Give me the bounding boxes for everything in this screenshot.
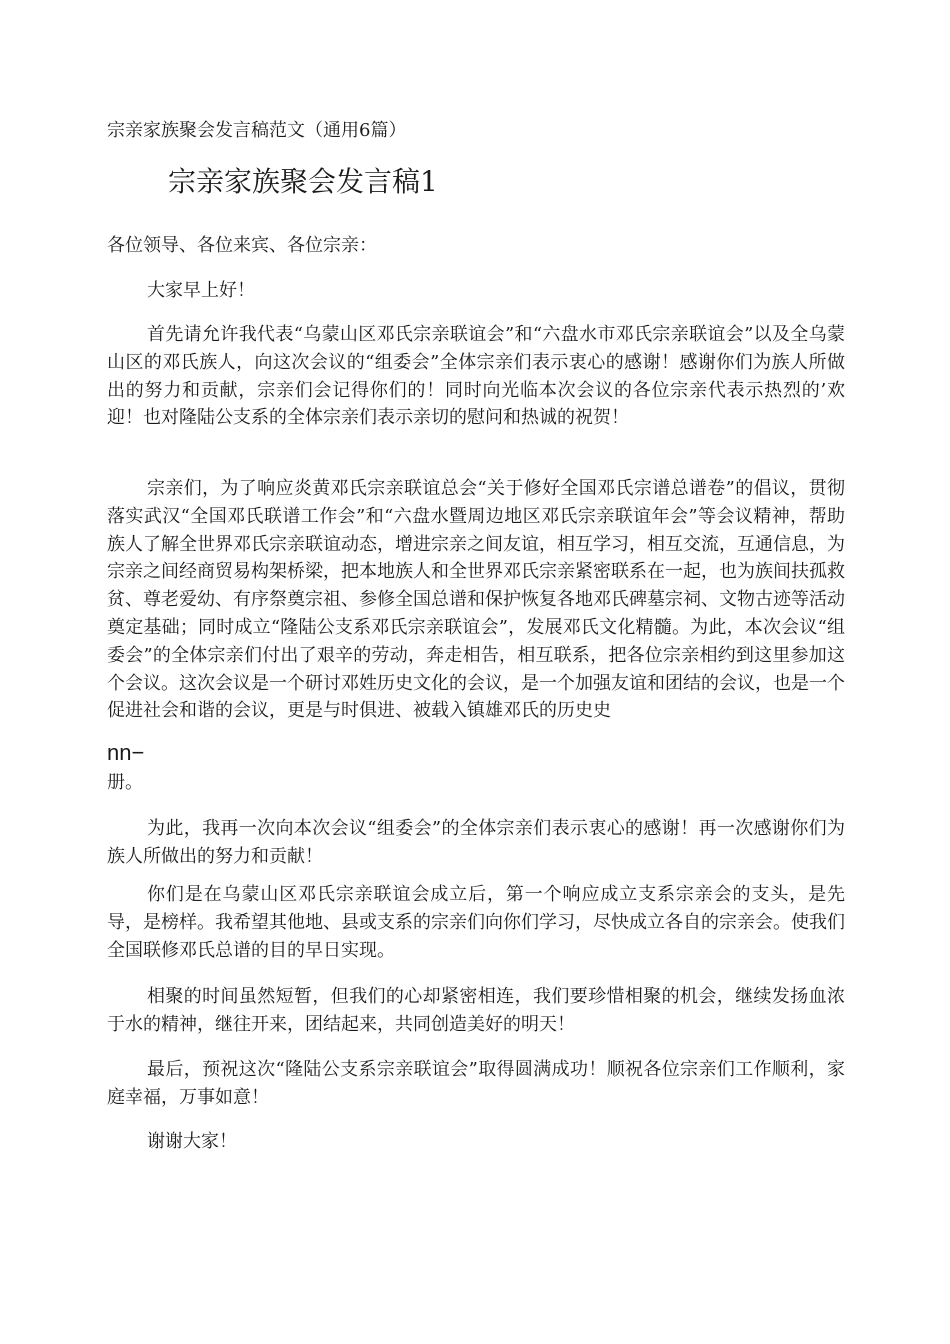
paragraph-reunion: 相聚的时间虽然短暂，但我们的心却紧密相连，我们要珍惜相聚的机会，继续发扬血浓于水的精神，继往开来，团结起来，共同创造美好的明天！ <box>107 986 845 1035</box>
paragraph-wishes: 最后，预祝这次“隆陆公支系宗亲联谊会”取得圆满成功！顺祝各位宗亲们工作顺利，家庭幸福，万事如意！ <box>107 1059 845 1108</box>
paragraph-thanks: 首先请允许我代表“乌蒙山区邓氏宗亲联谊会”和“六盘水市邓氏宗亲联谊会”以及全乌蒙山区的邓氏族人，向这次会议的“组委会”全体宗亲们表示衷心的感谢！感谢你们为族人所做出的努力和贡献，宗亲们会记得你们的！同时向光临本次会议的各位宗亲代表示热烈的’欢迎！也对隆陆公支系的全体宗亲们表示亲切的慰问和热诚的祝贺！ <box>107 324 845 429</box>
paragraph-thanks-again: 为此，我再一次向本次会议“组委会”的全体宗亲们表示衷心的感谢！再一次感谢你们为族人所做出的努力和贡献！ <box>107 818 845 867</box>
salutation: 各位领导、各位来宾、各位宗亲： <box>107 235 377 256</box>
paragraph-closing: 谢谢大家！ <box>147 1131 237 1152</box>
section-title: 宗亲家族聚会发言稿1 <box>168 165 438 198</box>
document-title: 宗亲家族聚会发言稿范文（通用6篇） <box>107 120 407 141</box>
paragraph-continuation: 册。 <box>107 772 143 793</box>
paragraph-greeting: 大家早上好！ <box>147 280 255 301</box>
paragraph-purpose: 宗亲们，为了响应炎黄邓氏宗亲联谊总会“关于修好全国邓氏宗谱总谱卷”的倡议，贯彻落实武汉“全国邓氏联谱工作会”和“六盘水暨周边地区邓氏宗亲联谊年会”等会议精神，帮助族人了解全世界邓氏宗亲联谊动态，增进宗亲之间友谊，相互学习，相互交流，互通信息，为宗亲之间经商贸易构架桥梁，把本地族人和全世界邓氏宗亲紧密联系在一起，也为族间扶孤救贫、尊老爱幼、有序祭奠宗祖、参修全国总谱和保护恢复各地邓氏碑墓宗祠、文物古迹等活动奠定基础；同时成立“隆陆公支系邓氏宗亲联谊会”，发展邓氏文化精髓。为此，本次会议“组委会”的全体宗亲们付出了艰辛的劳动，奔走相告，相互联系，把各位宗亲相约到这里参加这个会议。这次会议是一个研讨邓姓历史文化的会议，是一个加强友谊和团结的会议，也是一个促进社会和谐的会议，更是与时俱进、被载入镇雄邓氏的历史史 <box>107 478 845 722</box>
paragraph-pioneer: 你们是在乌蒙山区邓氏宗亲联谊会成立后，第一个响应成立支系宗亲会的支头，是先导，是榜样。我希望其他地、县或支系的宗亲们向你们学习，尽快成立各自的宗亲会。使我们全国联修邓氏总谱的目的早日实现。 <box>107 884 845 961</box>
ocr-fragment-text: nn− <box>107 740 145 765</box>
